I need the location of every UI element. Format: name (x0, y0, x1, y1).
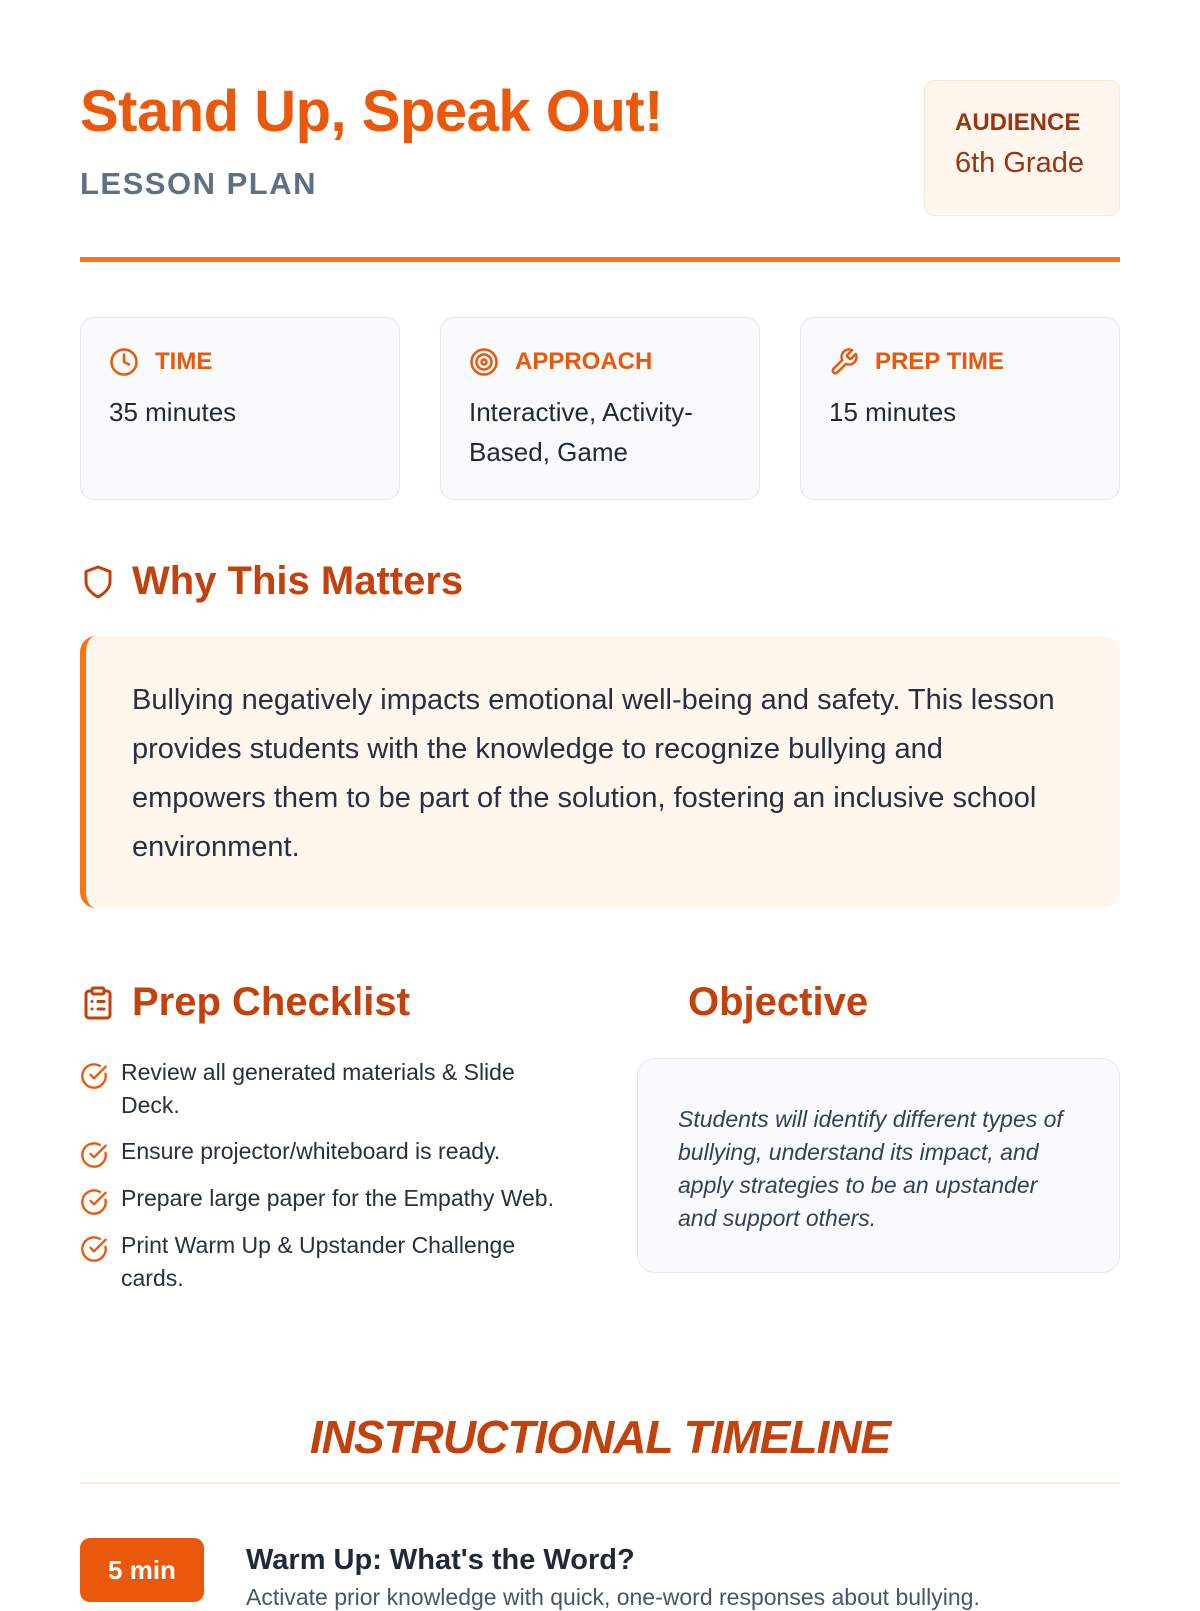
audience-badge (924, 80, 1120, 216)
checklist-heading: Prep Checklist (132, 980, 410, 1024)
time-card-value: 35 minutes (109, 397, 237, 427)
check-circle-icon (80, 1235, 108, 1263)
prep-time-card-label: PREP TIME (875, 348, 1004, 375)
header-divider (80, 257, 1120, 262)
objective-heading: Objective (688, 980, 869, 1024)
audience-label: AUDIENCE (955, 109, 1081, 136)
time-card (80, 317, 400, 500)
checklist-item-text: Review all generated materials & Slide Deck. (121, 1059, 515, 1118)
audience-value: 6th Grade (955, 147, 1084, 179)
checklist-item-text: Prepare large paper for the Empathy Web. (121, 1185, 554, 1211)
time-card-label: TIME (155, 348, 213, 375)
checklist-item-text: Print Warm Up & Upstander Challenge cards. (121, 1232, 516, 1291)
checklist-section-heading (80, 980, 410, 1025)
approach-card-value: Interactive, Activity-Based, Game (469, 397, 693, 467)
prep-checklist (80, 1056, 560, 1308)
page-title: Stand Up, Speak Out! (80, 79, 663, 144)
prep-time-card-value: 15 minutes (829, 397, 957, 427)
check-circle-icon (80, 1062, 108, 1090)
page-subtitle: LESSON PLAN (80, 166, 317, 201)
clipboard-icon (80, 985, 116, 1021)
objective-box: Students will identify different types of bullying, understand its impact, and apply strategies to be an upstander and support others. (637, 1058, 1120, 1273)
target-icon (469, 347, 499, 377)
step-duration-badge: 5 min (80, 1538, 204, 1602)
checklist-item (80, 1229, 560, 1295)
checklist-item (80, 1056, 560, 1122)
step-description: Activate prior knowledge with quick, one-word responses about bullying. (246, 1584, 980, 1610)
shield-icon (80, 564, 116, 600)
timeline-heading: INSTRUCTIONAL TIMELINE (309, 1411, 891, 1463)
prep-time-card (800, 317, 1120, 500)
approach-card-label: APPROACH (515, 348, 653, 375)
checklist-item (80, 1182, 560, 1216)
check-circle-icon (80, 1141, 108, 1169)
checklist-item-text: Ensure projector/whiteboard is ready. (121, 1138, 501, 1164)
timeline-divider (80, 1482, 1120, 1484)
wrench-icon (829, 347, 859, 377)
check-circle-icon (80, 1188, 108, 1216)
checklist-item (80, 1135, 560, 1169)
objective-section-heading (688, 980, 868, 1025)
why-heading: Why This Matters (132, 559, 464, 603)
step-title: Warm Up: What's the Word? (246, 1544, 635, 1576)
clock-icon (109, 347, 139, 377)
why-section-heading (80, 559, 463, 604)
why-callout: Bullying negatively impacts emotional well-being and safety. This lesson provides students with the knowledge to recognize bullying and empowers them to be part of the solution, fostering an inclusive school environment. (80, 636, 1120, 908)
approach-card (440, 317, 760, 500)
